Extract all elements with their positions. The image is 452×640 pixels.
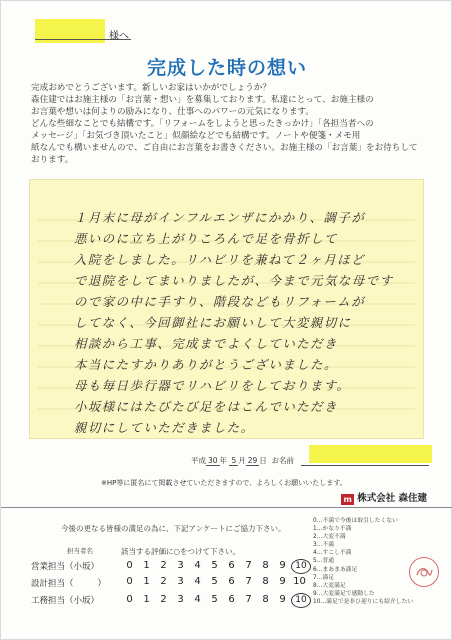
rating-option[interactable]: 7 [245, 576, 252, 587]
rating-option[interactable]: 6 [228, 594, 235, 605]
intro-line: 森住建ではお施主様の「お言葉・想い」を募集しております。私達にとって、お施主様の [31, 95, 374, 105]
rating-option[interactable]: 2 [160, 560, 167, 571]
rating-option[interactable]: 9 [279, 594, 286, 605]
survey-row-label [31, 560, 99, 572]
letter-line: 悪いのに立ち上がりころんで足を骨折して [74, 231, 338, 246]
intro-text [31, 82, 431, 166]
section-divider [1, 507, 452, 508]
stamp-mark [410, 558, 438, 586]
rating-option[interactable]: 1 [143, 560, 150, 571]
role-close: ） [90, 596, 100, 606]
page-title: 完成した時の想い [146, 57, 307, 79]
intro-line: メッセージ」「お気づき頂いたこと」似顔絵などでも結構です。ノートや便箋・メモ用 [31, 131, 361, 141]
legend-item: 2…大変不満 [313, 534, 346, 541]
rating-option[interactable]: 0 [126, 576, 133, 587]
letter-line: 本当にたすかりありがとうございました。 [74, 357, 338, 372]
letter-line: 小坂様にはたびたび足をはこんでいただき [74, 399, 338, 414]
rating-option[interactable]: 1 [143, 594, 150, 605]
date-row [191, 455, 294, 466]
company-logo-icon: m [341, 494, 354, 505]
year-value: 30 [208, 456, 218, 465]
rating-option[interactable]: 5 [211, 594, 218, 605]
role-label: 工務担当（ [31, 596, 74, 606]
letter-line: ので家の中に手すり、階段などもリフォームが [74, 294, 366, 309]
legend-item: 8…大変満足 [313, 582, 346, 589]
intro-line: おります。 [31, 155, 74, 165]
letter-line: 親切にしていただきました。 [74, 420, 255, 435]
company-name: 株式会社 森住建 [357, 493, 427, 504]
rating-option[interactable]: 10 [293, 576, 306, 587]
rating-option[interactable]: 4 [194, 576, 201, 587]
intro-line: どんな些細なことでも結構です。「リフォームをしようと思ったきっかけ」「各担当者への [31, 119, 374, 129]
staff-name: 小坂 [73, 562, 91, 572]
intro-line: お言葉や想いは何よりの励みになり、仕事へのパワーの元気になります。 [31, 107, 314, 117]
staff-name: 小坂 [73, 596, 91, 606]
rating-option[interactable]: 7 [245, 560, 252, 571]
rating-legend [313, 517, 413, 606]
rating-option[interactable]: 1 [143, 576, 150, 587]
year-label: 年 [219, 456, 228, 465]
rating-option[interactable]: 3 [177, 576, 184, 587]
rating-option[interactable]: 4 [194, 594, 201, 605]
era-label: 平成 [191, 456, 206, 465]
month-label: 月 [238, 456, 246, 465]
day-value: 29 [247, 456, 258, 465]
day-label: 日 [259, 456, 267, 465]
rating-scale [121, 559, 311, 574]
rating-option[interactable]: 8 [262, 576, 269, 587]
handwritten-letter-card [29, 179, 424, 439]
staff-header: 担当者名 [67, 547, 93, 555]
rating-option[interactable]: 3 [177, 560, 184, 571]
survey-header [67, 546, 241, 556]
rating-option[interactable]: 0 [126, 594, 133, 605]
rating-option[interactable]: 2 [160, 594, 167, 605]
rating-option[interactable]: 7 [245, 594, 252, 605]
publication-note: ※HP等に匿名にて掲載させていただきますので、よろしくお願いいたします。 [101, 479, 347, 487]
signature-underline [301, 465, 429, 466]
name-label: お名前 [271, 456, 295, 465]
survey-row-label [31, 594, 99, 606]
role-close: ） [97, 579, 107, 589]
role-close: ） [90, 562, 100, 572]
legend-item: 3…不満 [313, 542, 335, 549]
legend-item: 0…不満で今後は取引したくない [313, 518, 398, 524]
rating-option[interactable]: 2 [160, 576, 167, 587]
survey-row-label [31, 577, 106, 589]
approval-stamp-icon [409, 557, 439, 587]
rating-option[interactable]: 5 [211, 560, 218, 571]
legend-item: 7…満足 [313, 574, 335, 581]
rating-instruction: 該当する評価に○をつけて下さい。 [121, 547, 241, 556]
rating-scale [121, 593, 311, 608]
rating-option[interactable]: 9 [279, 576, 286, 587]
survey-intro: 今後の更なる皆様の満足の為に、下記アンケートにご協力下さい。 [61, 524, 286, 533]
rating-option[interactable]: 8 [262, 560, 269, 571]
company-brand [341, 490, 427, 505]
letter-line: 相談から工事、完成までよくしていただき [74, 336, 338, 351]
rating-option[interactable]: 6 [228, 560, 235, 571]
intro-line: 紙なんでも構いませんので、ご自由にお言葉をお書きください。お施主様の「お言葉」をお待ちして [31, 143, 418, 153]
rating-option[interactable]: 4 [194, 560, 201, 571]
legend-item: 9…大変満足で感動した [313, 590, 375, 597]
letter-line: してなく、今回御社にお願いして大変親切に [74, 315, 352, 330]
letter-line: 入院をしました。リハビリを兼ねて２ヶ月ほど [74, 252, 366, 267]
rating-scale [121, 576, 308, 587]
legend-item: 5…普通 [313, 558, 335, 565]
legend-item: 4…すこし不満 [313, 550, 352, 557]
rating-option-selected[interactable]: 10 [291, 593, 311, 608]
legend-item: 1…かなり不満 [313, 526, 352, 533]
redacted-signature [309, 445, 432, 463]
letter-line: で退院をしてまいりましたが、今まで元気な母です [74, 273, 394, 288]
rating-option[interactable]: 8 [262, 594, 269, 605]
letter-line: 母も毎日歩行器でリハビリをしております。 [74, 378, 351, 393]
rating-option[interactable]: 3 [177, 594, 184, 605]
intro-line: 完成おめでとうございます。新しいお家はいかがでしょうか？ [31, 83, 271, 93]
rating-option[interactable]: 5 [211, 576, 218, 587]
legend-item: 6…まあまあ満足 [313, 566, 358, 573]
month-value: 5 [231, 456, 237, 465]
role-label: 営業担当（ [31, 562, 74, 572]
role-label: 設計担当（ [31, 579, 74, 589]
rating-option[interactable]: 6 [228, 576, 235, 587]
rating-option-selected[interactable]: 10 [291, 559, 311, 574]
letter-line: １月末に母がインフルエンザにかかり、調子が [74, 210, 366, 225]
honorific-label: 様へ [109, 31, 129, 42]
rating-option[interactable]: 9 [279, 560, 286, 571]
legend-item: 10…満足で是非ひ迎りにも紹介したい [313, 598, 414, 605]
rating-option[interactable]: 0 [126, 560, 133, 571]
